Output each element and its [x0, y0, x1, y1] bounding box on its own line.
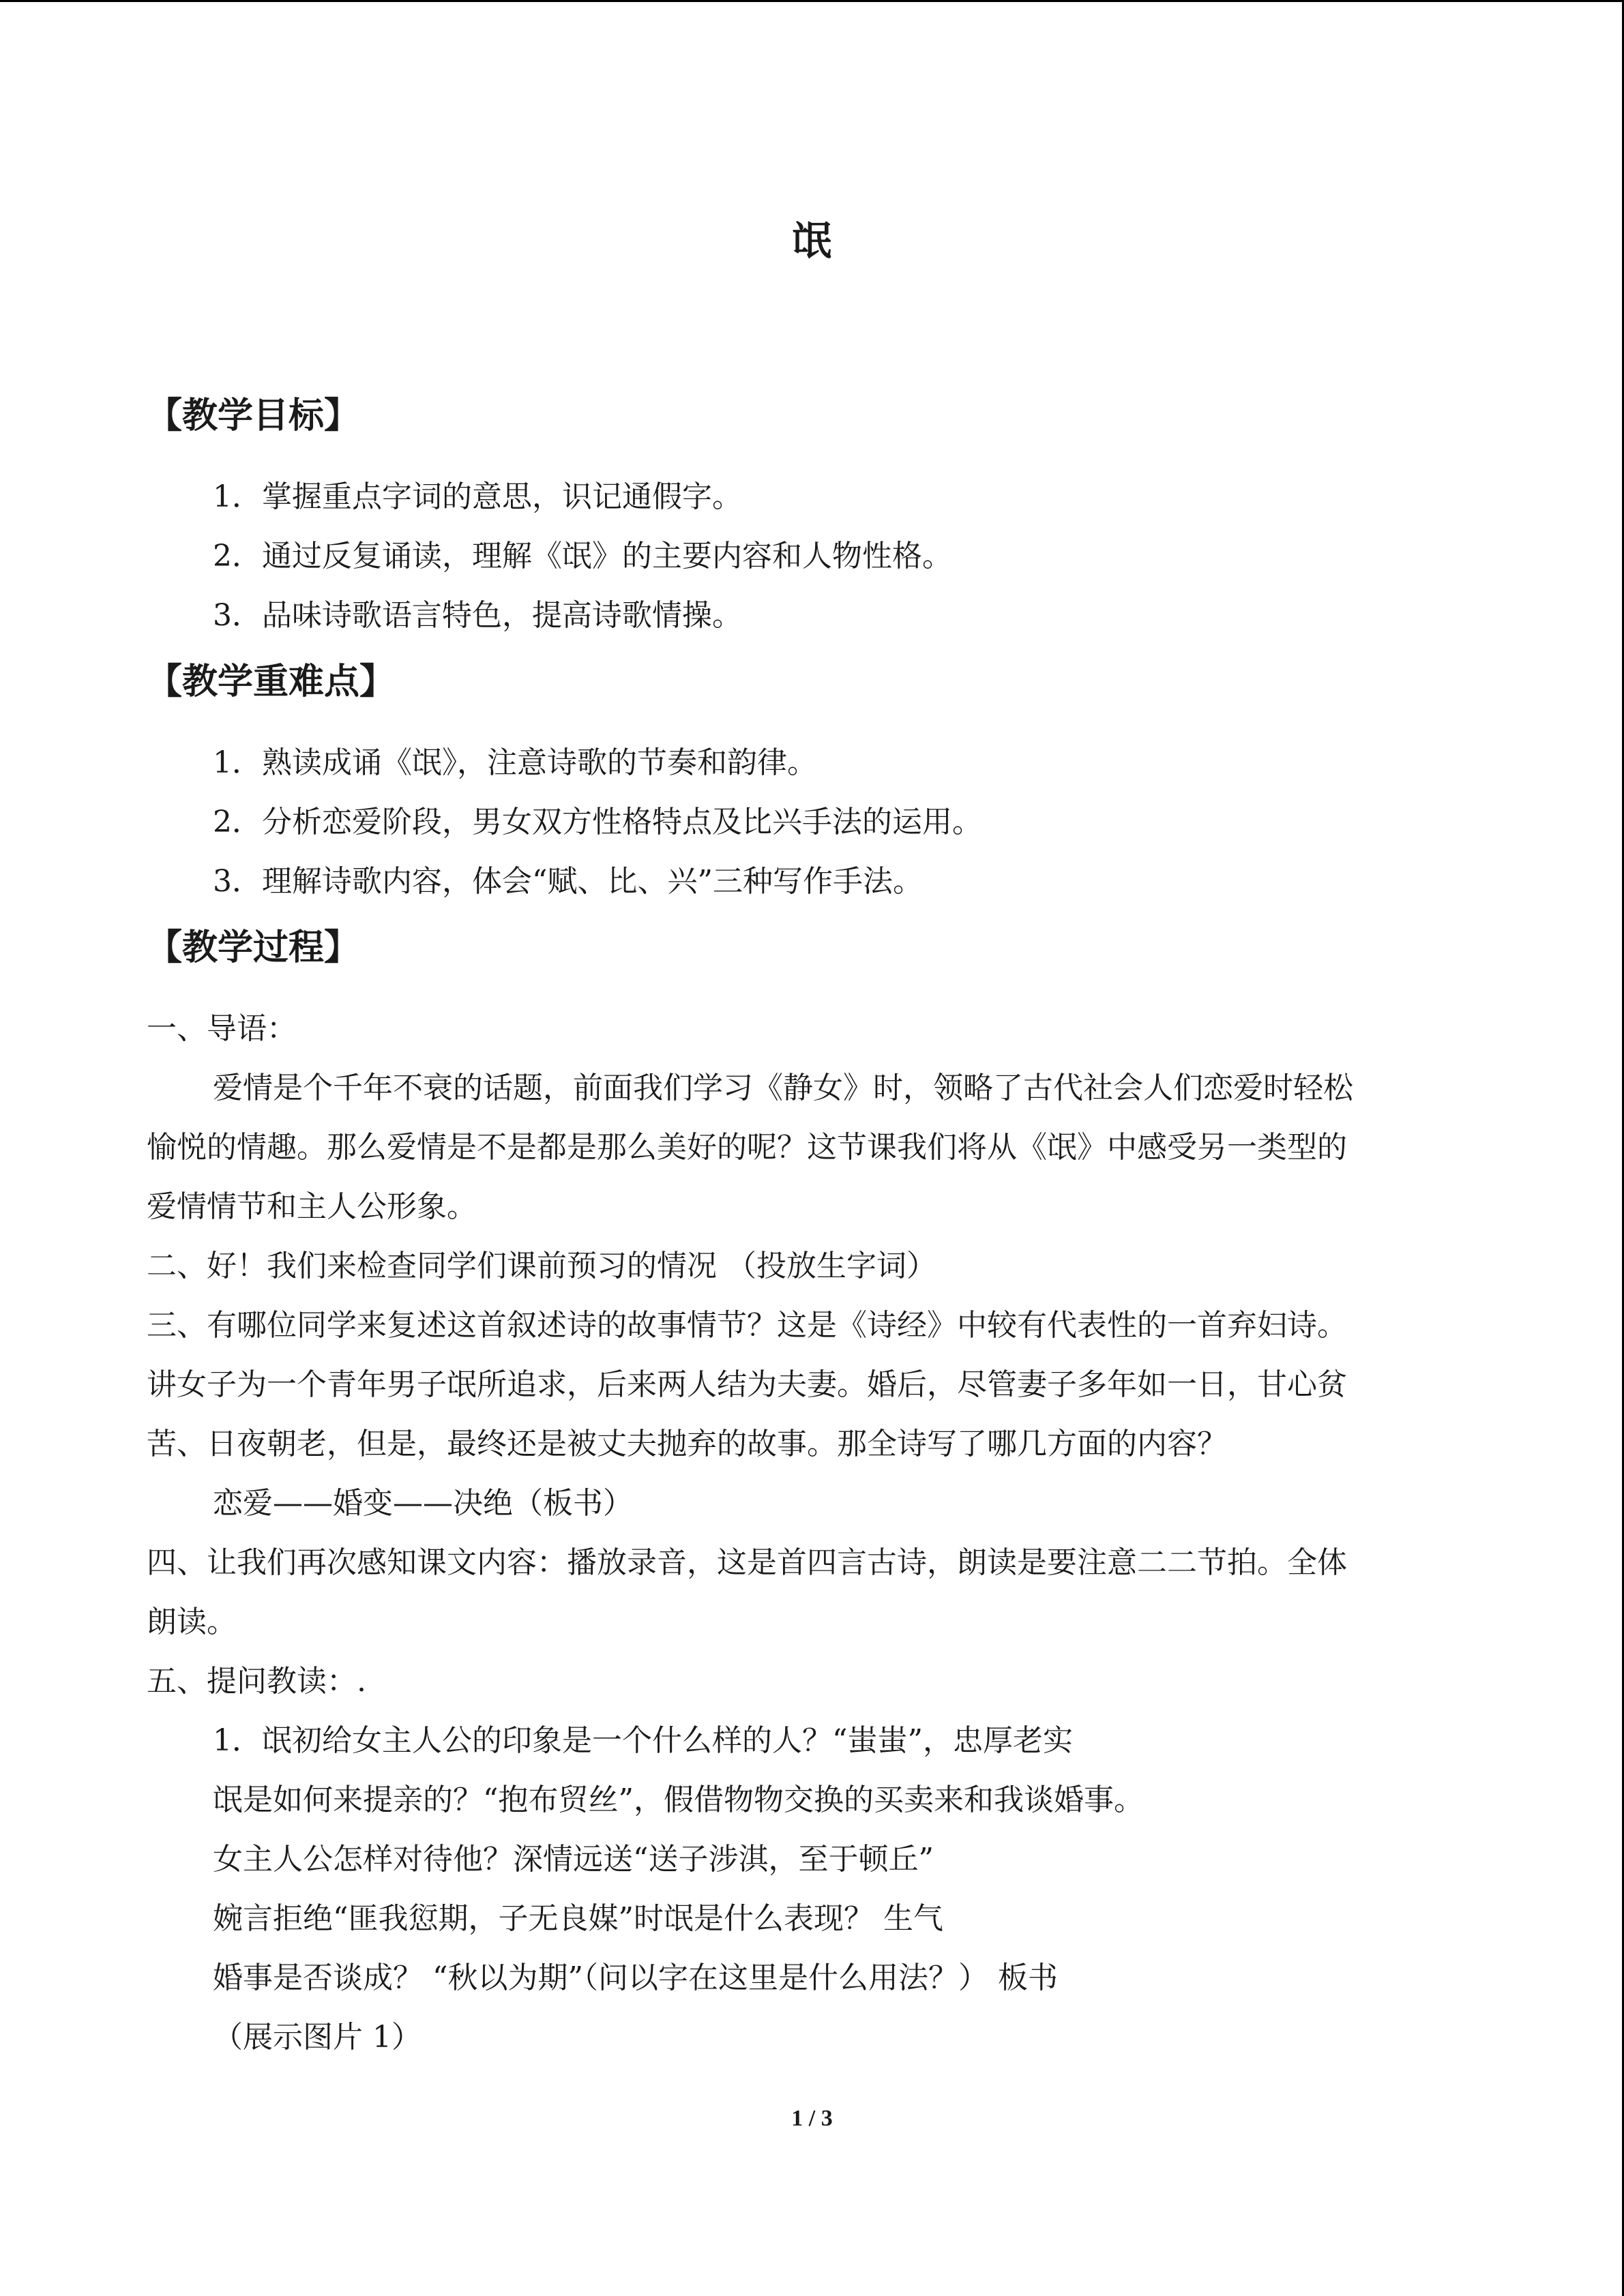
process-line: 爱情是个千年不衰的话题，前面我们学习《静女》时，领略了古代社会人们恋爱时轻松	[213, 1071, 1353, 1105]
process-line: 愉悦的情趣。那么爱情是不是都是那么美好的呢？这节课我们将从《氓》中感受另一类型的	[147, 1130, 1347, 1165]
process-line: 四、让我们再次感知课文内容：播放录音，这是首四言古诗，朗读是要注意二二节拍。全体	[147, 1545, 1347, 1580]
objectives-heading: 【教学目标】	[147, 396, 360, 436]
key-point-item-3: 3．理解诗歌内容，体会“赋、比、兴”三种写作手法。	[213, 864, 923, 899]
process-line: 1．氓初给女主人公的印象是一个什么样的人？“蚩蚩”，忠厚老实	[213, 1723, 1073, 1758]
key-point-item-1: 1．熟读成诵《氓》，注意诗歌的节奏和韵律。	[213, 745, 817, 780]
page-number: 1 / 3	[791, 2106, 833, 2131]
process-heading: 【教学过程】	[147, 927, 360, 968]
process-line: 一、导语：	[147, 1011, 297, 1046]
objective-item-3: 3．品味诗歌语言特色，提高诗歌情操。	[213, 598, 742, 633]
process-line: 讲女子为一个青年男子氓所追求，后来两人结为夫妻。婚后，尽管妻子多年如一日，甘心贫	[147, 1367, 1347, 1402]
objective-item-2: 2．通过反复诵读，理解《氓》的主要内容和人物性格。	[213, 539, 952, 573]
process-line: 五、提问教读：.	[147, 1664, 366, 1699]
process-line: （展示图片 1）	[213, 2020, 422, 2055]
process-line: 爱情情节和主人公形象。	[147, 1189, 477, 1224]
process-line: 恋爱——婚变——决绝（板书）	[213, 1486, 633, 1521]
objective-item-1: 1．掌握重点字词的意思，识记通假字。	[213, 479, 742, 514]
process-line: 婚事是否谈成？ “秋以为期”（问以字在这里是什么用法？） 板书	[213, 1960, 1058, 1995]
key-points-heading: 【教学重难点】	[147, 661, 396, 702]
process-line: 婉言拒绝“匪我愆期，子无良媒”时氓是什么表现？ 生气	[213, 1901, 943, 1936]
process-line: 苦、日夜朝老，但是，最终还是被丈夫抛弃的故事。那全诗写了哪几方面的内容？	[147, 1427, 1227, 1461]
process-line: 女主人公怎样对待他？深情远送“送子涉淇，至于顿丘”	[213, 1842, 934, 1877]
process-line: 三、有哪位同学来复述这首叙述诗的故事情节？这是《诗经》中较有代表性的一首弃妇诗。	[147, 1308, 1347, 1343]
key-point-item-2: 2．分析恋爱阶段，男女双方性格特点及比兴手法的运用。	[213, 805, 982, 839]
process-line: 氓是如何来提亲的？“抱布贸丝”，假借物物交换的买卖来和我谈婚事。	[213, 1783, 1144, 1817]
process-line: 二、好！我们来检查同学们课前预习的情况 （投放生字词）	[147, 1249, 936, 1283]
process-line: 朗读。	[147, 1605, 237, 1639]
document-title: 氓	[792, 218, 832, 264]
